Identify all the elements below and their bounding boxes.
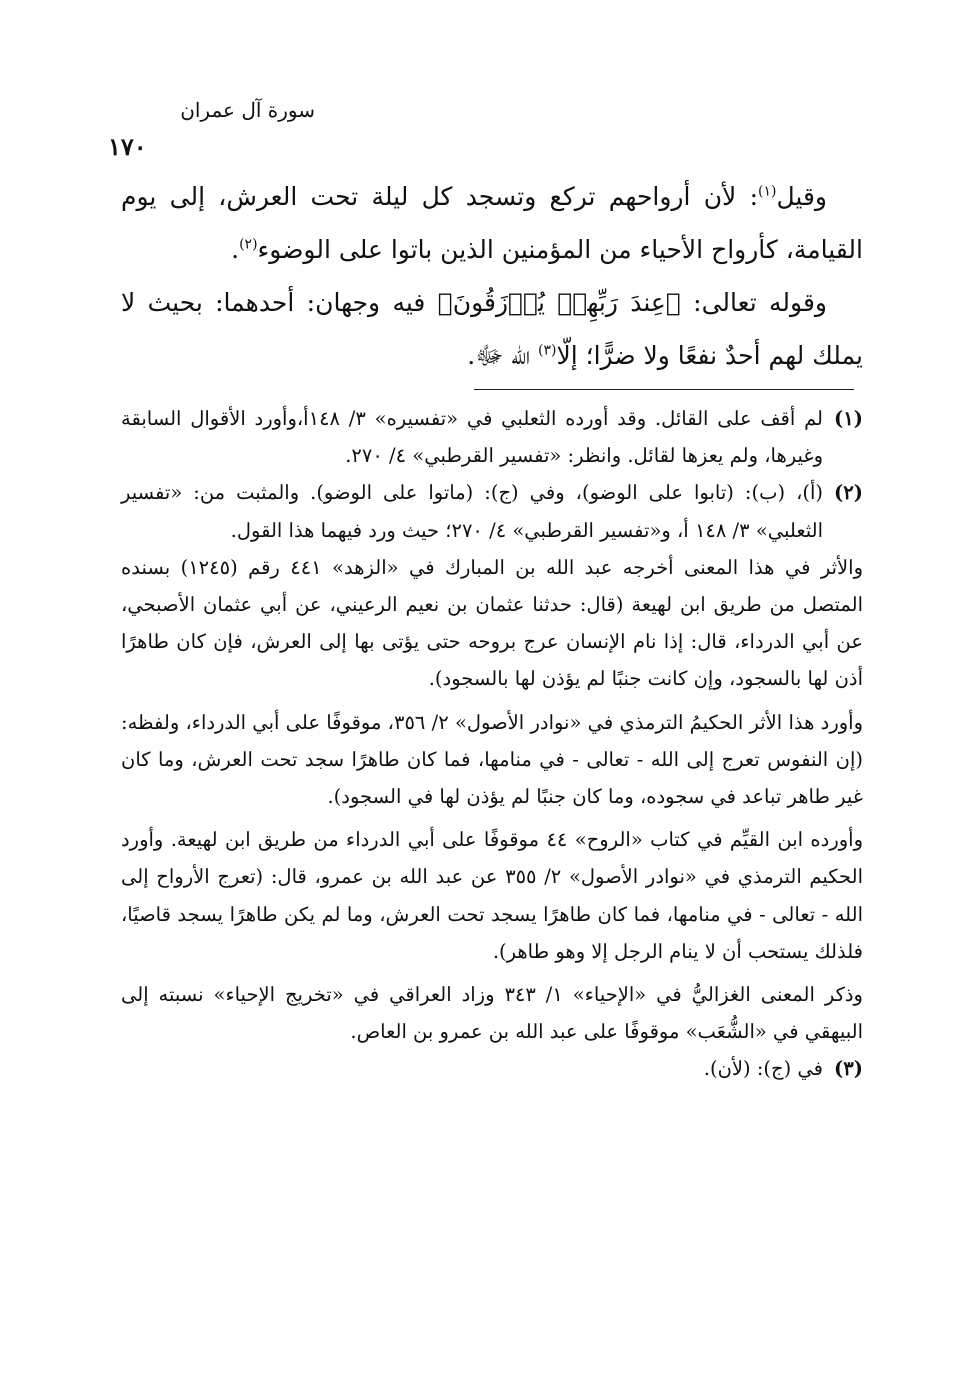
footnote-2 bbox=[121, 474, 863, 548]
main-paragraph-text: الله ﷻ. bbox=[467, 341, 539, 370]
footnote-paragraph: (أ)، (ب): (تابوا على الوضو)، وفي (ج): (ماتوا على الوضو). والمثبت من: «تفسير الثعلبي» ٣/ ١٤٨ أ، و«تفسير القرطبي» ٤/ ٢٧٠؛ حيث ورد فيهما هذا القول. bbox=[121, 481, 823, 542]
footnote-body bbox=[121, 1050, 823, 1087]
main-paragraph-text: : لأن أرواحهم تركع وتسجد كل ليلة تحت العرش، إلى يوم القيامة، كأرواح الأحياء من المؤمنين الذين باتوا على الوضوء bbox=[121, 182, 863, 264]
footnote-2-continuation bbox=[121, 549, 863, 1051]
footnote-ref-2: (٢) bbox=[239, 236, 258, 253]
running-header-surah-title: سورة آل عمران bbox=[180, 98, 315, 122]
footnote-paragraph: وأورد هذا الأثر الحكيمُ الترمذي في «نوادر الأصول» ٢/ ٣٥٦، موقوفًا على أبي الدرداء، ولفظه: (إن النفوس تعرج إلى الله - تعالى - في منامها، فما كان طاهرًا سجد تحت العرش، وما كان غير طاهر تباعد في سجوده، وما كان جنبًا لم يؤذن لها في السجود). bbox=[121, 710, 863, 809]
footnote-paragraph: والأثر في هذا المعنى أخرجه عبد الله بن المبارك في «الزهد» ٤٤١ رقم (١٢٤٥) بسنده المتصل من طريق ابن لهيعة (قال: حدثنا عثمان بن نعيم الرعيني، عن أبي عثمان الأصبحي، عن أبي الدرداء، قال: إذا نام الإنسان عرج بروحه حتى يؤتى بها إلى العرش، فإن كان طاهرًا أذن لها بالسجود، وإن كانت جنبًا لم يؤذن لها بالسجود). bbox=[121, 555, 863, 691]
footnote-3 bbox=[121, 1050, 863, 1087]
main-text bbox=[121, 170, 863, 382]
footnote-number: (٣) bbox=[834, 1057, 863, 1081]
footnote-ref-1: (١) bbox=[758, 183, 777, 200]
footnote-number: (١) bbox=[834, 407, 863, 430]
main-paragraph-text: . bbox=[231, 235, 240, 264]
footnote-paragraph: وذكر المعنى الغزاليُّ في «الإحياء» ١/ ٣٤٣ وزاد العراقي في «تخريج الإحياء» نسبته إلى البيهقي في «الشُّعَب» موقوفًا على عبد الله بن عمرو بن العاص. bbox=[121, 983, 863, 1044]
footnote-body bbox=[121, 400, 823, 474]
main-paragraph bbox=[121, 170, 863, 276]
footnotes bbox=[121, 400, 863, 1088]
main-paragraph-text: وقيل bbox=[776, 182, 827, 211]
footnote-1 bbox=[121, 400, 863, 474]
footnote-paragraph: في (ج): (لأن). bbox=[703, 1057, 823, 1081]
footnote-separator bbox=[474, 389, 854, 390]
footnote-number: (٢) bbox=[834, 481, 863, 505]
page-number: ١٧٠ bbox=[108, 132, 147, 161]
footnote-paragraph: لم أقف على القائل. وقد أورده الثعلبي في «تفسيره» ٣/ ١٤٨أ،وأورد الأقوال السابقة وغيرها، ولم يعزها لقائل. وانظر: «تفسير القرطبي» ٤/ ٢٧٠. bbox=[121, 407, 823, 468]
main-paragraph bbox=[121, 276, 863, 382]
main-paragraph-text: وقوله تعالى: ﴿عِندَ رَبِّهِمۡ يُرۡزَقُونَ﴾ فيه وجهان: أحدهما: بحيث لا يملك لهم أحدٌ نفعًا ولا ضرًّا؛ إلّا bbox=[121, 288, 863, 370]
footnote-paragraph: وأورده ابن القيِّم في كتاب «الروح» ٤٤ موقوفًا على أبي الدرداء من طريق ابن لهيعة. وأورد الحكيم الترمذي في «نوادر الأصول» ٢/ ٣٥٥ عن عبد الله بن عمرو، قال: (تعرج الأرواح إلى الله - تعالى - في منامها، فما كان طاهرًا يسجد تحت العرش، وما لم يكن طاهرًا يسجد قاصيًا، فلذلك يستحب أن لا ينام الرجل إلا وهو طاهر). bbox=[121, 828, 863, 963]
footnote-body bbox=[121, 474, 823, 548]
footnote-ref-3: (٣) bbox=[538, 342, 557, 359]
